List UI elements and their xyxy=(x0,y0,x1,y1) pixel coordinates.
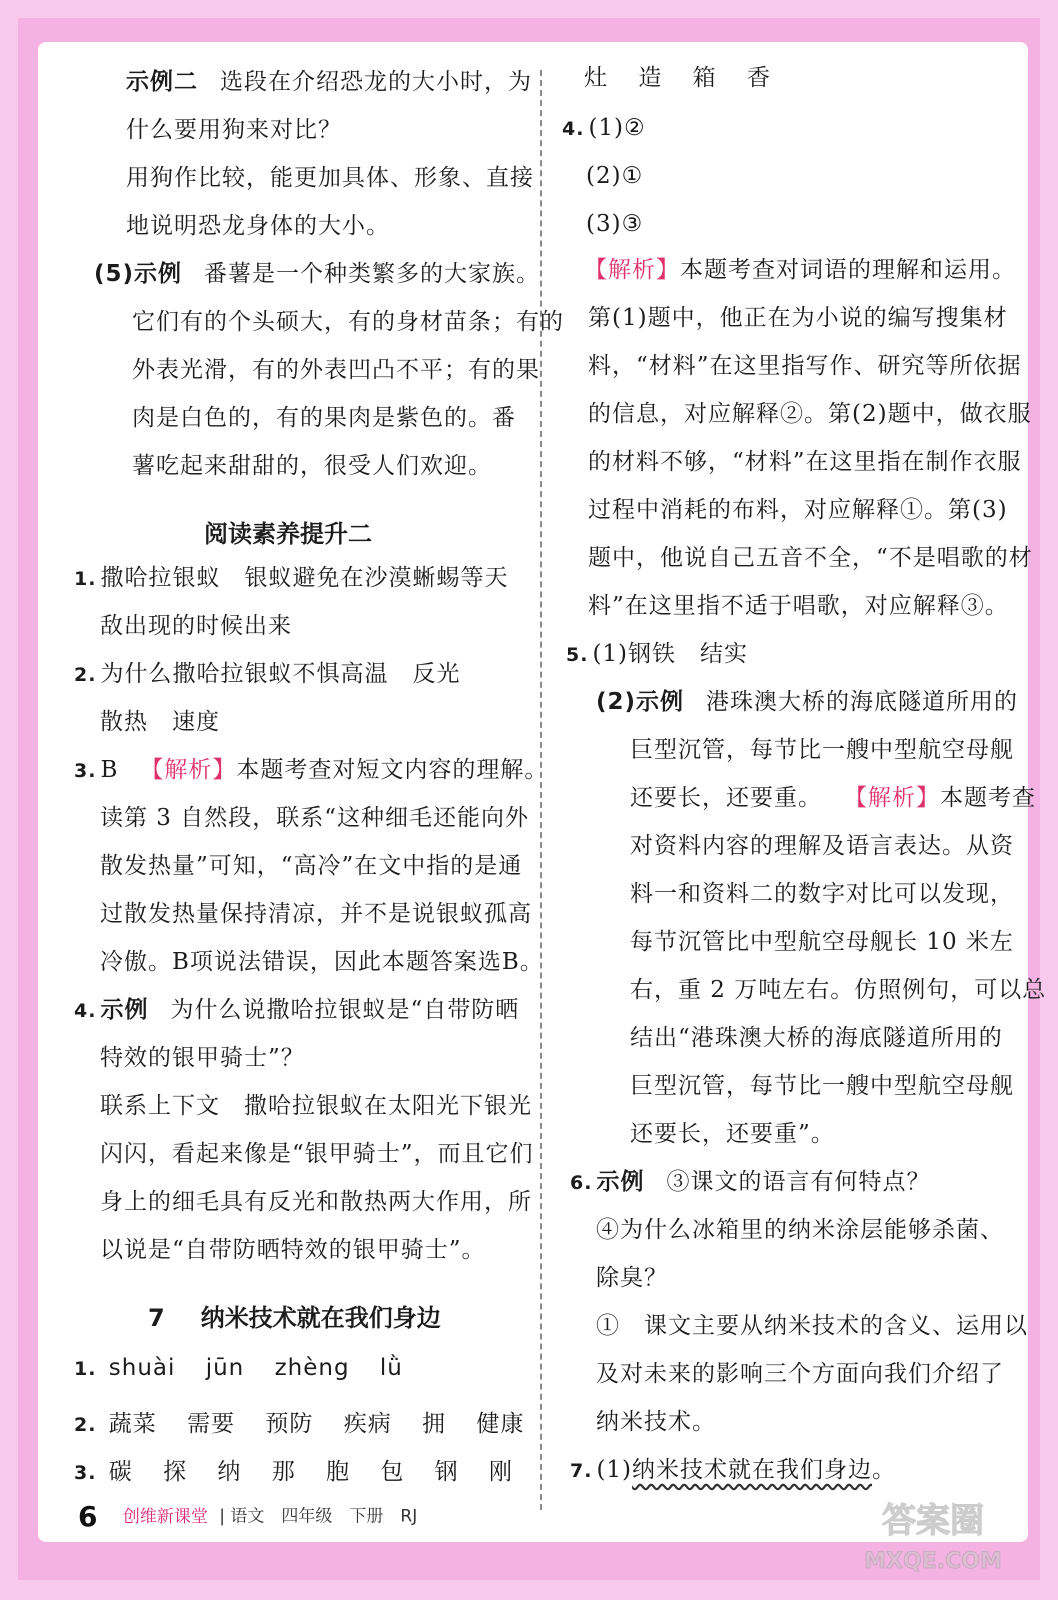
lesson-7-heading: 7 纳米技术就在我们身边 xyxy=(148,1304,441,1332)
watermark-line-2: MXQE.COM xyxy=(864,1549,1002,1574)
r7-line-1: 7. (1)纳米技术就在我们身边。 xyxy=(570,1457,897,1483)
r5-line-11: 还要长，还要重”。 xyxy=(630,1121,835,1147)
watermark-logo xyxy=(838,1490,1028,1580)
analysis-tag: 【解析】 xyxy=(584,257,680,283)
q2-line-2: 散热 速度 xyxy=(100,709,220,735)
page-number: 6 xyxy=(78,1500,98,1533)
r4-line-5: 第(1)题中，他正在为小说的编写搜集材 xyxy=(588,305,1008,331)
r5-line-6: 料一和资料二的数字对比可以发现， xyxy=(630,881,1014,907)
left-line-9: 薯吃起来甜甜的，很受人们欢迎。 xyxy=(132,453,492,479)
q4-line-2: 特效的银甲骑士”？ xyxy=(100,1045,305,1071)
r6-line-3: 除臭？ xyxy=(596,1265,668,1291)
r5-line-1: 5. (1)钢铁 结实 xyxy=(566,641,749,667)
r6-line-4: ① 课文主要从纳米技术的含义、运用以 xyxy=(596,1313,1028,1339)
right-chars-line: 灶 造 箱 香 xyxy=(584,65,771,91)
q1-line-2: 敌出现的时候出来 xyxy=(100,613,292,639)
r5-line-7: 每节沉管比中型航空母舰长 10 米左 xyxy=(630,929,1014,955)
analysis-tag: 【解析】 xyxy=(140,757,237,783)
r5-line-5: 对资料内容的理解及语言表达。从资 xyxy=(630,833,1014,859)
r4-line-1: 4. (1)② xyxy=(562,115,646,141)
q3-line-5: 冷傲。B项说法错误，因此本题答案选B。 xyxy=(100,949,544,975)
q1-line-1: 1. 撒哈拉银蚁 银蚁避免在沙漠蜥蜴等天 xyxy=(74,565,509,591)
r4-line-4: 【解析】本题考查对词语的理解和运用。 xyxy=(584,257,1016,283)
r6-line-2: ④为什么冰箱里的纳米涂层能够杀菌、 xyxy=(596,1217,1004,1243)
r4-line-10: 题中，他说自己五音不全，“不是唱歌的材 xyxy=(588,545,1033,571)
r4-line-6: 料，“材料”在这里指写作、研究等所依据 xyxy=(588,353,1022,379)
q4-line-3: 联系上下文 撒哈拉银蚁在太阳光下银光 xyxy=(100,1093,532,1119)
left-line-3: 用狗作比较，能更加具体、形象、直接 xyxy=(126,165,534,191)
q3-line-4: 过散发热量保持清凉，并不是说银蚁孤高 xyxy=(100,901,532,927)
q2-line-1: 2. 为什么撒哈拉银蚁不惧高温 反光 xyxy=(74,661,461,687)
page-footer xyxy=(78,1500,417,1533)
r5-line-2: (2)示例 港珠澳大桥的海底隧道所用的 xyxy=(596,689,1019,715)
r5-line-9: 结出“港珠澳大桥的海底隧道所用的 xyxy=(630,1025,1003,1051)
r5-line-3: 巨型沉管，每节比一艘中型航空母舰 xyxy=(630,737,1014,763)
column-divider xyxy=(540,70,542,1510)
chars-line: 3. 碳 探 纳 那 胞 包 钢 刚 xyxy=(74,1459,513,1485)
left-line-2: 什么要用狗来对比？ xyxy=(126,117,342,143)
wavy-underlined-text: 纳米技术就在我们身边 xyxy=(632,1457,873,1483)
brand-name: 创维新课堂 xyxy=(122,1506,208,1527)
r4-line-3: (3)③ xyxy=(586,211,644,237)
r6-line-1: 6. 示例 ③课文的语言有何特点？ xyxy=(570,1169,931,1195)
r4-line-7: 的信息，对应解释②。第(2)题中，做衣服 xyxy=(588,401,1032,427)
site-watermark xyxy=(838,1490,1028,1580)
r4-line-8: 的材料不够，“材料”在这里指在制作衣服 xyxy=(588,449,1022,475)
analysis-tag: 【解析】 xyxy=(844,785,940,811)
q4-line-4: 闪闪，看起来像是“银甲骑士”，而且它们 xyxy=(100,1141,534,1167)
section-heading-reading-2: 阅读素养提升二 xyxy=(204,520,372,548)
r4-line-2: (2)① xyxy=(586,163,644,189)
book-meta: | 语文 四年级 下册 RJ xyxy=(219,1506,418,1527)
left-line-8: 肉是白色的，有的果肉是紫色的。番 xyxy=(132,405,516,431)
r5-line-10: 巨型沉管，每节比一艘中型航空母舰 xyxy=(630,1073,1014,1099)
pinyin-line: 1. shuài jūn zhèng lǜ xyxy=(74,1355,403,1381)
r5-line-4: 还要长，还要重。 【解析】本题考查 xyxy=(630,785,1036,811)
watermark-line-1: 答案圈 xyxy=(882,1501,984,1541)
left-line-7: 外表光滑，有的外表凹凸不平；有的果 xyxy=(132,357,540,383)
left-line-6: 它们有的个头硕大，有的身材苗条；有的 xyxy=(132,309,564,335)
q3-line-2: 读第 3 自然段，联系“这种细毛还能向外 xyxy=(100,805,530,831)
r5-line-8: 右，重 2 万吨左右。仿照例句，可以总 xyxy=(630,977,1047,1003)
r6-line-5: 及对未来的影响三个方面向我们介绍了 xyxy=(596,1361,1004,1387)
r4-line-11: 料”在这里指不适于唱歌，对应解释③。 xyxy=(588,593,1009,619)
q3-line-1: 3. B 【解析】本题考查对短文内容的理解。 xyxy=(74,757,549,783)
q4-line-1: 4. 示例 为什么说撒哈拉银蚁是“自带防晒 xyxy=(74,997,520,1023)
left-line-4: 地说明恐龙身体的大小。 xyxy=(126,213,390,239)
q4-line-5: 身上的细毛具有反光和散热两大作用，所 xyxy=(100,1189,532,1215)
left-line-1: 示例二 选段在介绍恐龙的大小时，为 xyxy=(126,69,532,95)
q3-line-3: 散发热量”可知，“高冷”在文中指的是通 xyxy=(100,853,523,879)
r4-line-9: 过程中消耗的布料，对应解释①。第(3) xyxy=(588,497,1008,523)
words-line: 2. 蔬菜 需要 预防 疾病 拥 健康 xyxy=(74,1411,525,1437)
r6-line-6: 纳米技术。 xyxy=(596,1409,716,1435)
q4-line-6: 以说是“自带防晒特效的银甲骑士”。 xyxy=(100,1237,486,1263)
left-line-5: (5)示例 番薯是一个种类繁多的大家族。 xyxy=(94,261,541,287)
